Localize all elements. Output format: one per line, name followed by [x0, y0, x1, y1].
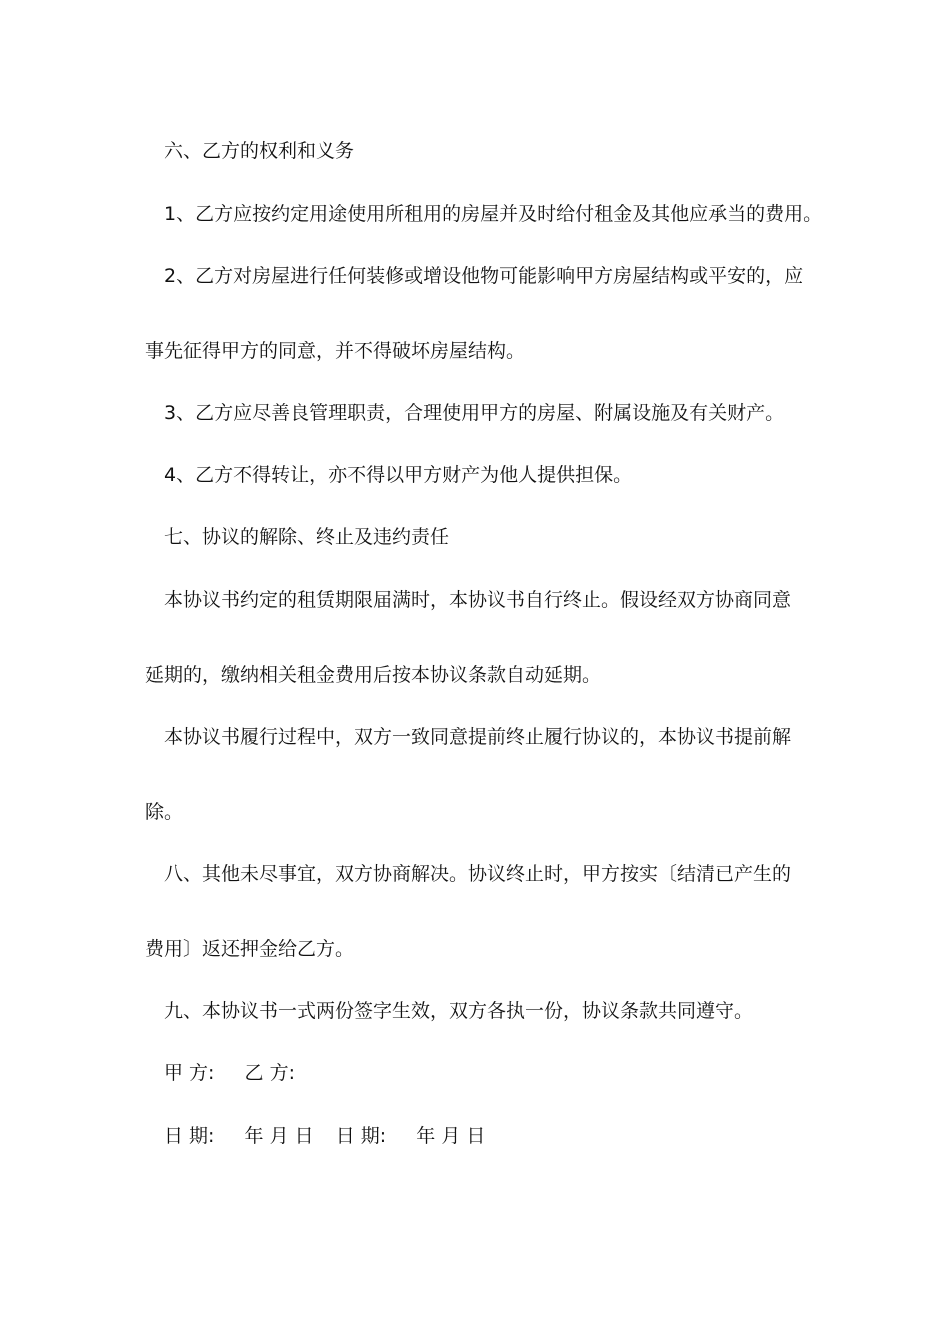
- signature-row: [164, 1061, 295, 1085]
- party-a-label: 甲 方:: [164, 1062, 215, 1084]
- date-b-value: 年 月 日: [416, 1125, 486, 1147]
- date-a-label: 日 期:: [164, 1125, 215, 1147]
- date-b-label: 日 期:: [335, 1125, 387, 1147]
- clause-7-2: 本协议书履行过程中，双方一致同意提前终止履行协议的，本协议书提前解: [164, 726, 792, 748]
- section-7-heading: 七、协议的解除、终止及违约责任: [164, 526, 450, 548]
- date-a-value: 年 月 日: [244, 1125, 314, 1147]
- section-6-heading: 六、乙方的权利和义务: [164, 140, 355, 162]
- section-9: 九、本协议书一式两份签字生效，双方各执一份，协议条款共同遵守。: [164, 1000, 754, 1022]
- date-row: [164, 1124, 485, 1148]
- party-b-label: 乙 方:: [244, 1062, 295, 1084]
- clause-7-1-cont: 延期的，缴纳相关租金费用后按本协议条款自动延期。: [145, 664, 602, 686]
- section-8-cont: 费用〕返还押金给乙方。: [145, 938, 355, 960]
- clause-6-2-cont: 事先征得甲方的同意，并不得破坏房屋结构。: [145, 340, 526, 362]
- clause-6-3: 3、乙方应尽善良管理职责，合理使用甲方的房屋、附属设施及有关财产。: [164, 402, 785, 424]
- section-8: 八、其他未尽事宜，双方协商解决。协议终止时，甲方按实〔结清已产生的: [164, 863, 792, 885]
- clause-6-4: 4、乙方不得转让，亦不得以甲方财产为他人提供担保。: [164, 464, 633, 486]
- clause-6-1: 1、乙方应按约定用途使用所租用的房屋并及时给付租金及其他应承当的费用。: [164, 203, 823, 225]
- clause-7-1: 本协议书约定的租赁期限届满时，本协议书自行终止。假设经双方协商同意: [164, 589, 792, 611]
- clause-7-2-cont: 除。: [145, 801, 184, 823]
- clause-6-2: 2、乙方对房屋进行任何装修或增设他物可能影响甲方房屋结构或平安的，应: [164, 265, 804, 287]
